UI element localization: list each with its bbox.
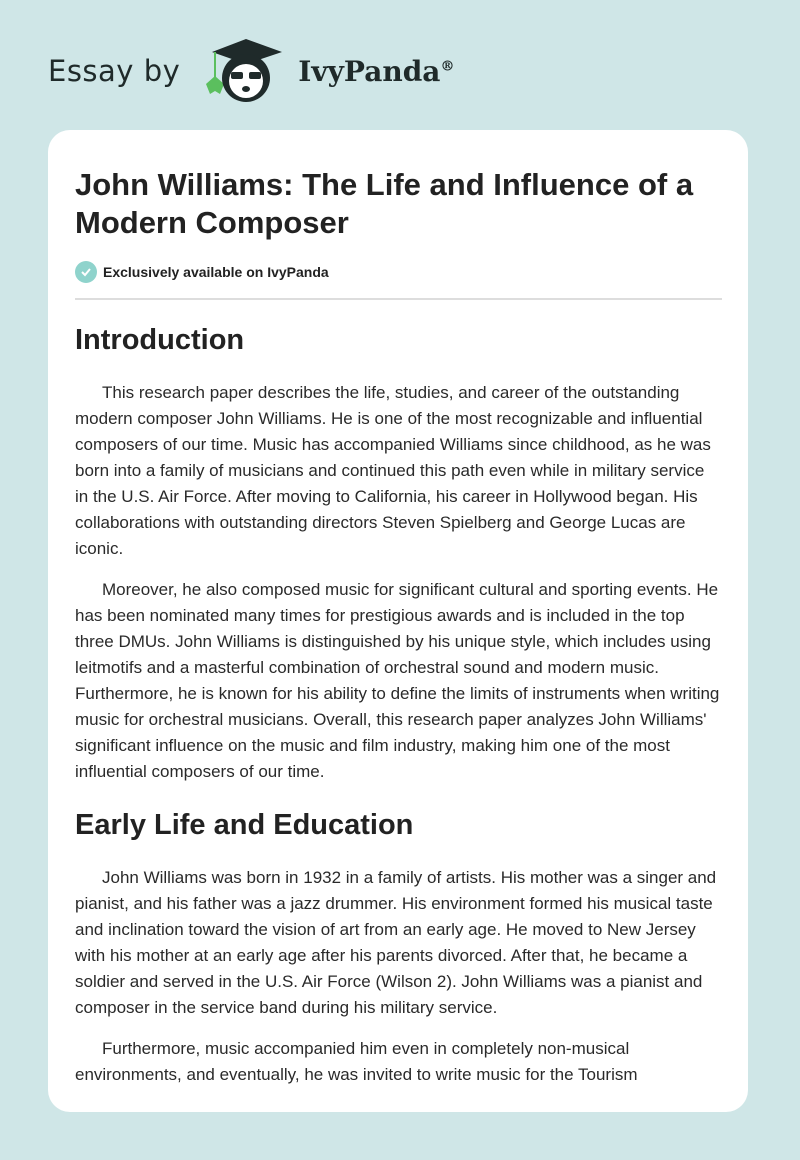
site-header — [48, 36, 454, 106]
exclusive-badge — [75, 261, 722, 300]
brand-name: IvyPanda® — [298, 54, 455, 88]
paragraph: Furthermore, music accompanied him even in completely non-musical environments, and eventually, he was invited to write music for the Tourism — [75, 1039, 638, 1084]
essay-card — [48, 130, 748, 1112]
paragraph: This research paper describes the life, studies, and career of the outstanding modern composer John Williams. He is one of the most recognizable and influential composers of our time. Music has accompanied Williams since childhood, as he was born into a family of musicians and continued this path even while in military service in the U.S. Air Force. After moving to California, his career in Hollywood began. His collaborations with outstanding directors Steven Spielberg and George Lucas are iconic. — [75, 383, 711, 558]
badge-text: Exclusively available on IvyPanda — [103, 264, 329, 280]
essay-title: John Williams: The Life and Influence of a Modern Composer — [75, 167, 694, 240]
paragraph: John Williams was born in 1932 in a family of artists. His mother was a singer and pianist, and his father was a jazz drummer. His environment formed his musical taste and inclination toward the vision of art from an early age. He moved to New Jersey with his mother at an early age after his parents divorced. After that, he became a soldier and served in the U.S. Air Force (Wilson 2). John Williams was a pianist and composer in the service band during his military service. — [75, 868, 717, 1017]
paragraph: Moreover, he also composed music for significant cultural and sporting events. He has been nominated many times for prestigious awards and is included in the top three DMUs. John Williams is distinguished by his unique style, which includes using leitmotifs and a masterful combination of orchestral sound and modern music. Furthermore, he is known for his ability to define the limits of instruments when writing music for orchestral musicians. Overall, this research paper analyzes John Williams' significant influence on the music and film industry, making him one of the most influential composers of our time. — [75, 580, 720, 781]
section-heading: Introduction — [75, 324, 245, 356]
section-heading: Early Life and Education — [75, 809, 414, 841]
ivypanda-logo-icon[interactable] — [202, 36, 290, 106]
essay-by-label: Essay by — [48, 54, 181, 88]
check-icon — [75, 261, 97, 283]
